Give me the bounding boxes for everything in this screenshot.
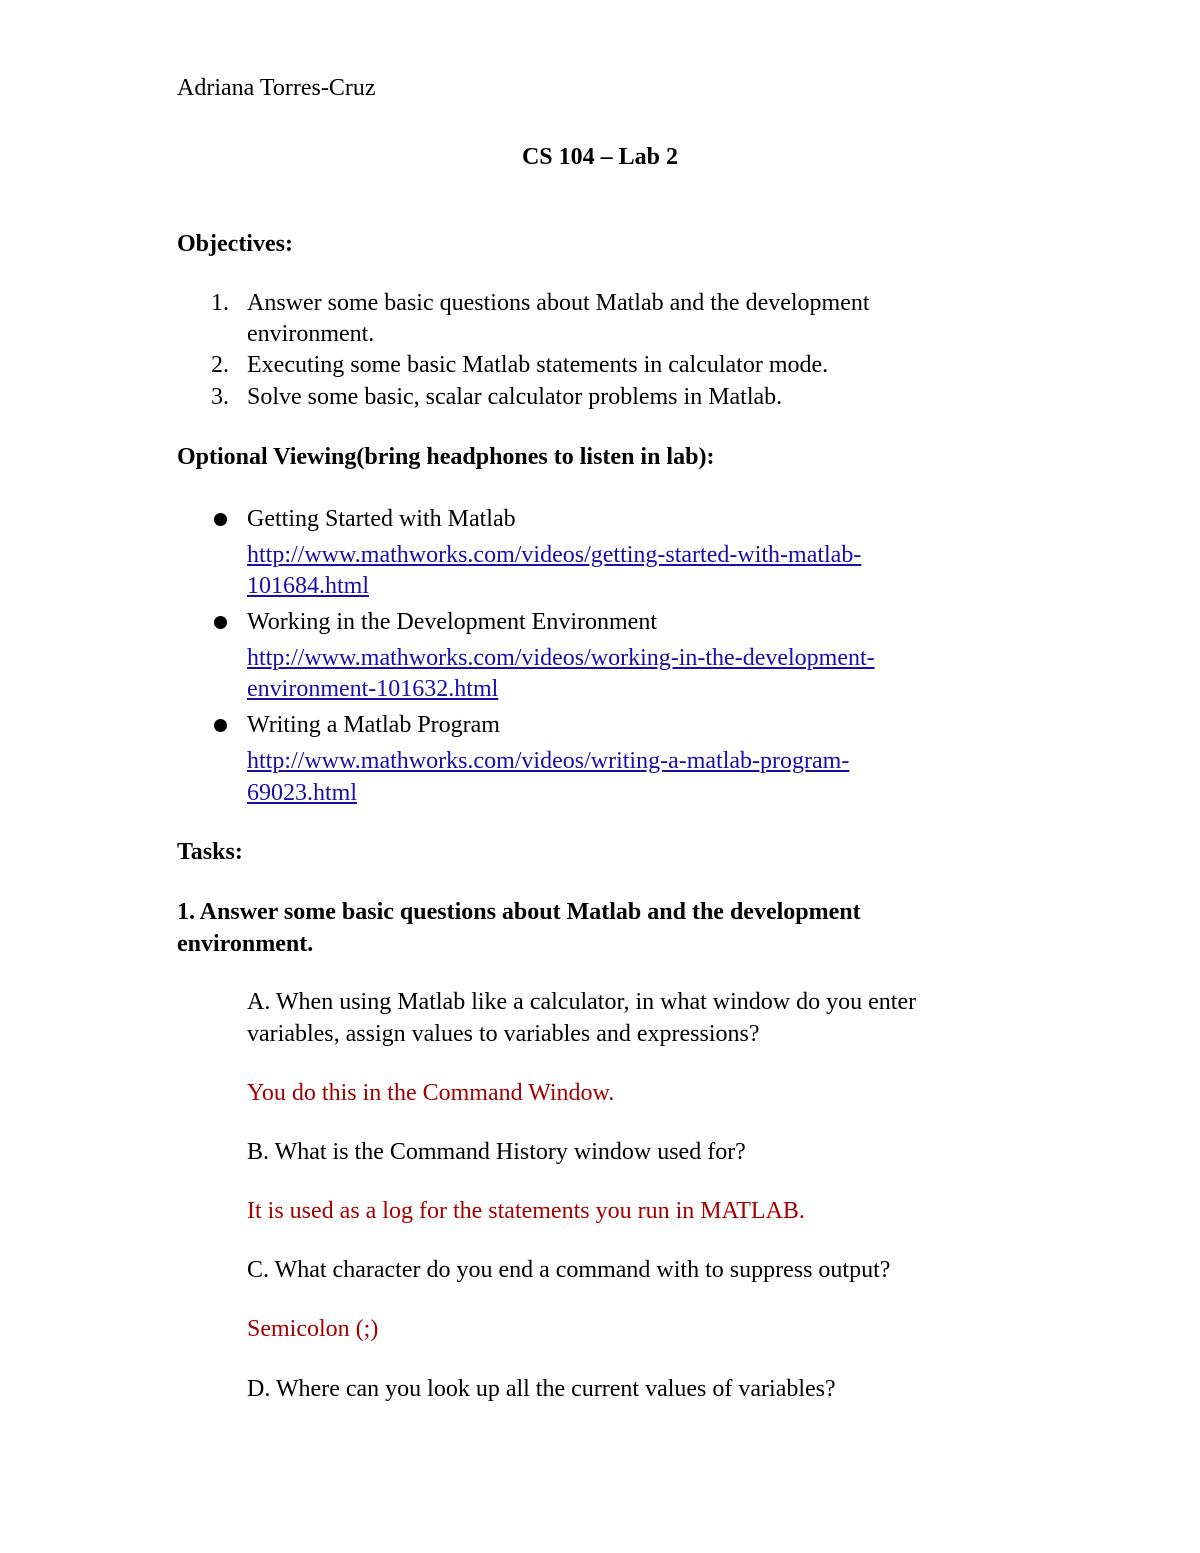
video-link-1-cont[interactable]: 101684.html	[247, 573, 370, 599]
task-1-heading-cont: environment.	[177, 931, 314, 957]
objectives-heading: Objectives:	[177, 231, 293, 257]
question-b: B. What is the Command History window used for?	[247, 1139, 746, 1165]
question-c: C. What character do you end a command with to suppress output?	[247, 1257, 891, 1283]
bullet-icon	[214, 616, 227, 629]
list-number: 1.	[211, 290, 229, 316]
page-title: CS 104 – Lab 2	[521, 144, 679, 170]
question-a: A. When using Matlab like a calculator, in what window do you enter	[247, 989, 917, 1015]
answer-a: You do this in the Command Window.	[247, 1080, 615, 1106]
objective-item-2	[211, 353, 828, 377]
task-1-heading: 1. Answer some basic questions about Matlab and the development	[177, 899, 861, 925]
answer-c: Semicolon (;)	[247, 1316, 379, 1342]
video-title-1: Getting Started with Matlab	[247, 506, 516, 532]
video-link-3[interactable]: http://www.mathworks.com/videos/writing-a-matlab-program-	[247, 748, 850, 774]
question-d: D. Where can you look up all the current values of variables?	[247, 1376, 836, 1402]
answer-b: It is used as a log for the statements you run in MATLAB.	[247, 1198, 805, 1224]
video-link-2[interactable]: http://www.mathworks.com/videos/working-in-the-development-	[247, 645, 875, 671]
video-link-3-cont[interactable]: 69023.html	[247, 780, 358, 806]
objective-text: Executing some basic Matlab statements in calculator mode.	[247, 352, 829, 378]
objective-text: Answer some basic questions about Matlab and the development	[247, 290, 870, 316]
objective-item-1	[211, 291, 870, 315]
objective-item-1-cont: environment.	[247, 321, 375, 347]
list-number: 3.	[211, 384, 229, 410]
video-title-3: Writing a Matlab Program	[247, 712, 500, 738]
question-a-cont: variables, assign values to variables and expressions?	[247, 1021, 760, 1047]
video-title-2: Working in the Development Environment	[247, 609, 657, 635]
objective-text: Solve some basic, scalar calculator problems in Matlab.	[247, 384, 783, 410]
optional-viewing-heading: Optional Viewing(bring headphones to listen in lab):	[177, 444, 715, 470]
objective-item-3	[211, 385, 782, 409]
author-header: Adriana Torres-Cruz	[177, 75, 376, 101]
tasks-heading: Tasks:	[177, 839, 243, 865]
list-number: 2.	[211, 352, 229, 378]
video-link-2-cont[interactable]: environment-101632.html	[247, 676, 499, 702]
bullet-icon	[214, 719, 227, 732]
bullet-icon	[214, 513, 227, 526]
video-link-1[interactable]: http://www.mathworks.com/videos/getting-started-with-matlab-	[247, 542, 862, 568]
